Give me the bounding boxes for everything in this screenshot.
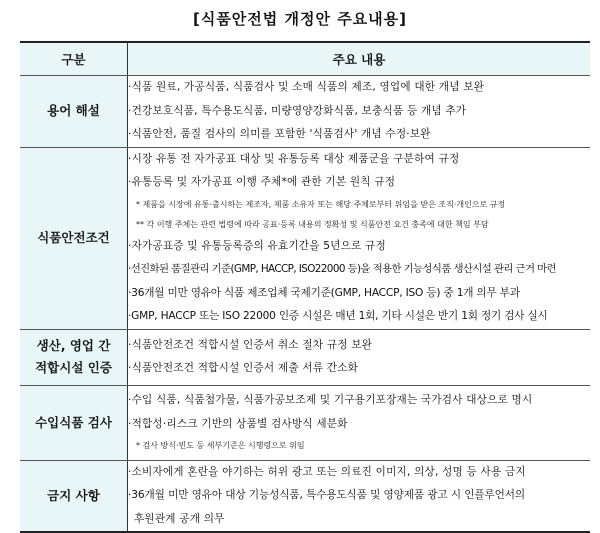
bullet-item: ·식품안전조건 적합시설 인증서 제출 서류 간소화 bbox=[128, 362, 359, 374]
table-row bbox=[20, 385, 590, 460]
bullet-item: ·유통등록 및 자가공표 이행 주체*에 관한 기본 원칙 규정 bbox=[128, 176, 396, 188]
row-content bbox=[128, 329, 591, 385]
bullet-item: ·36개월 미만 영유아 식품 제조업체 국제기준(GMP, HACCP, ISO 등) 중 1개 의무 부과 bbox=[128, 286, 520, 299]
row-category: 금지 사항 bbox=[20, 460, 128, 532]
row-category: 수입식품 검사 bbox=[20, 385, 128, 460]
row-content bbox=[128, 385, 591, 460]
bullet-item: ·자가공표증 및 유통등록증의 유효기간을 5년으로 규정 bbox=[128, 239, 386, 252]
document-title: [식품안전법 개정안 주요내용] bbox=[192, 10, 408, 28]
bullet-item: ·소비자에게 혼란을 야기하는 허위 광고 또는 의료진 이미지, 의상, 성명 등 사용 금지 bbox=[128, 465, 526, 478]
bullet-item: ·식품안전, 품질 검사의 의미를 포함한 '식품검사' 개념 수정·보완 bbox=[128, 128, 431, 140]
bullet-item: ·적합성·리스크 기반의 상품별 검사방식 세분화 bbox=[128, 417, 348, 430]
table-row bbox=[20, 76, 590, 148]
row-category: 식품안전조건 bbox=[20, 147, 128, 329]
table-row bbox=[20, 147, 590, 329]
footnote: * 검사 방식·빈도 등 세부기준은 시행령으로 위임 bbox=[136, 441, 305, 450]
table-header-row bbox=[20, 42, 590, 76]
footnote: * 제품을 시장에 유통·출시하는 제조자, 제품 소유자 또는 해당 주체로부터 위임을 받은 조직·개인으로 규정 bbox=[136, 199, 506, 209]
row-content bbox=[128, 147, 591, 329]
column-header-content: 주요 내용 bbox=[128, 42, 591, 76]
row-content bbox=[128, 76, 591, 148]
bullet-continuation: 후원관계 공개 의무 bbox=[134, 512, 225, 525]
row-content bbox=[128, 460, 591, 532]
bullet-item: ·식품 원료, 가공식품, 식품검사 및 소매 식품의 제조, 영업에 대한 개념 보완 bbox=[128, 81, 485, 93]
table-row bbox=[20, 460, 590, 532]
bullet-item: ·건강보호식품, 특수용도식품, 미량영양강화식품, 보충식품 등 개념 추가 bbox=[128, 104, 467, 117]
column-header-category: 구분 bbox=[20, 42, 128, 76]
table-row bbox=[20, 329, 590, 385]
footnote: ** 각 이행 주체는 관련 법령에 따라 공표·등록 내용의 정확성 및 식품안전 요건 충족에 대한 책임 부담 bbox=[136, 219, 489, 229]
row-category: 용어 해설 bbox=[20, 76, 128, 148]
bullet-item: ·수입 식품, 식품첨가물, 식품가공보조제 및 기구용기포장재는 국가검사 대상으로 명시 bbox=[128, 394, 533, 406]
bullet-item: ·36개월 미만 영유아 대상 기능성식품, 특수용도식품 및 영양제품 광고 시 인플루언서의 bbox=[128, 489, 526, 501]
bullet-item: ·시장 유통 전 자가공표 대상 및 유통등록 대상 제품군을 구분하여 규정 bbox=[128, 152, 460, 165]
category-line: 적합시설 인증 bbox=[35, 360, 112, 375]
row-category bbox=[20, 329, 128, 385]
category-line: 생산, 영업 간 bbox=[36, 338, 111, 353]
amendment-summary-table bbox=[20, 41, 590, 533]
bullet-item: ·GMP, HACCP 또는 ISO 22000 인증 시설은 매년 1회, 기타 시설은 반기 1회 정기 검사 실시 bbox=[128, 310, 548, 322]
bullet-item: ·식품안전조건 적합시설 인증서 취소 절차 규정 보완 bbox=[128, 338, 373, 351]
bullet-item: ·선진화된 품질관리 기준(GMP, HACCP, ISO22000 등)을 적용한 기능성식품 생산시설 관리 근거 마련 bbox=[128, 263, 556, 275]
